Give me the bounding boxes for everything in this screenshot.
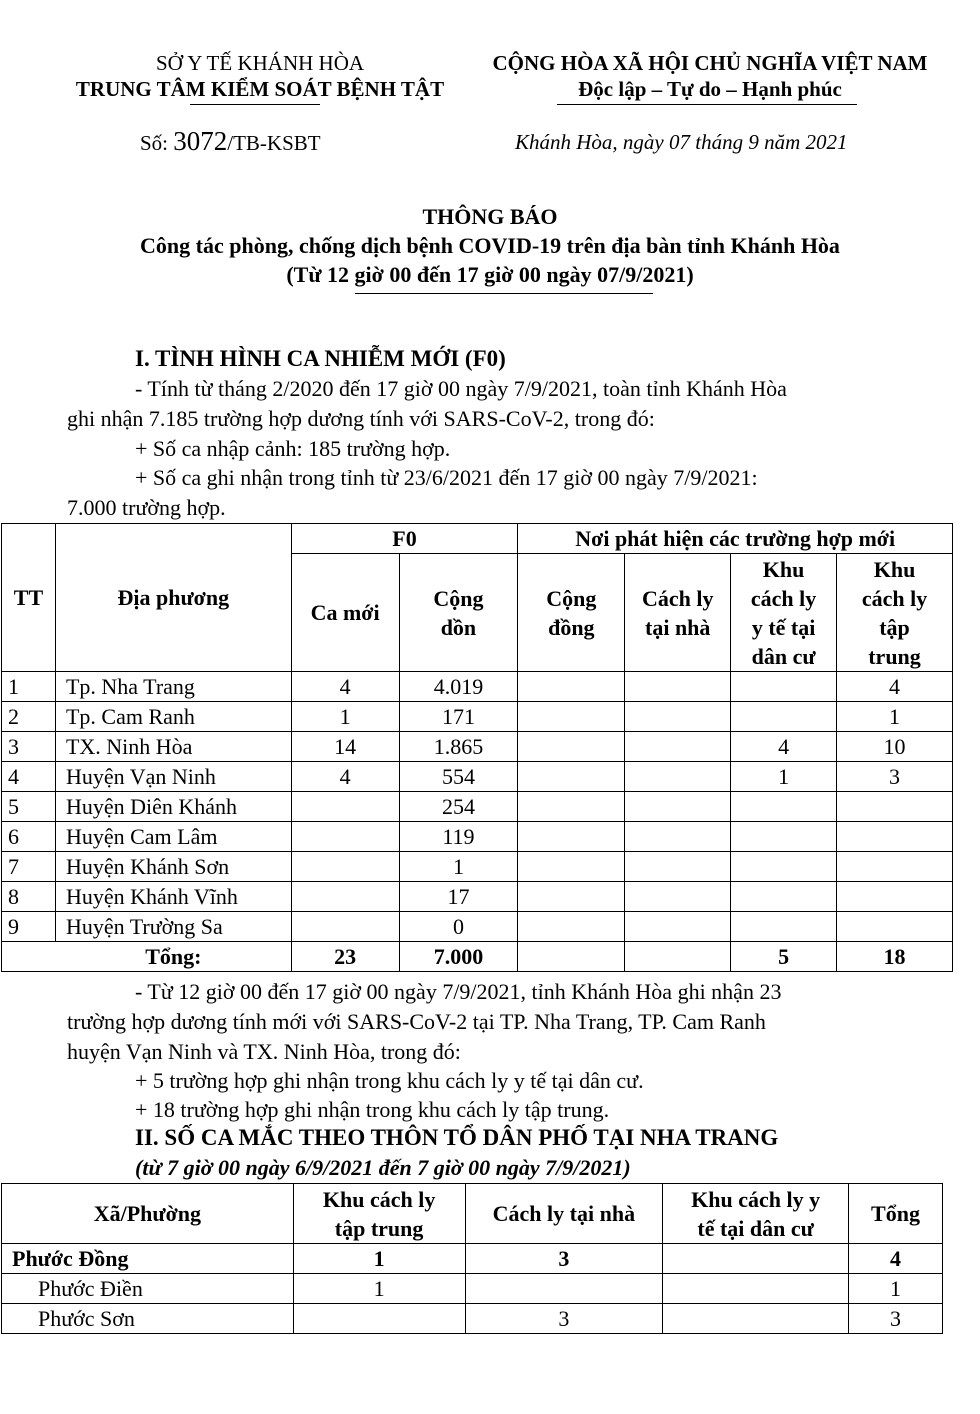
total-community [518, 942, 625, 972]
col-header-detection-place: Nơi phát hiện các trường hợp mới [518, 524, 953, 554]
document-number: Số: 3072/TB-KSBT [140, 126, 321, 156]
home-isolation-cases [625, 882, 731, 912]
residential-isolation-cases [731, 672, 837, 702]
cumulative-cases: 554 [399, 762, 518, 792]
total-concentrated: 18 [837, 942, 953, 972]
notice-title [0, 202, 980, 289]
community-cases [518, 702, 625, 732]
new-cases: 4 [291, 672, 399, 702]
total-new: 23 [291, 942, 399, 972]
table-row [2, 852, 953, 882]
cumulative-cases: 119 [399, 822, 518, 852]
agency-name: TRUNG TÂM KIỂM SOÁT BỆNH TẬT [75, 77, 445, 101]
national-motto-block [470, 50, 950, 102]
total-cases: 3 [849, 1304, 943, 1334]
col-header-concentrated: Khu cách ly tập trung [293, 1184, 465, 1244]
col-header-home-isolation: Cách ly tại nhà [625, 554, 731, 672]
section-1b-para-2: + 5 trường hợp ghi nhận trong khu cách ly y tế tại dân cư. [135, 1068, 644, 1093]
section-2-subheading: (từ 7 giờ 00 ngày 6/9/2021 đến 7 giờ 00 ngày 7/9/2021) [135, 1155, 631, 1180]
table-row [2, 882, 953, 912]
residential-isolation-cases [731, 792, 837, 822]
cumulative-cases: 17 [399, 882, 518, 912]
table-row [2, 912, 953, 942]
residential-isolation-cases: 4 [731, 732, 837, 762]
concentrated-isolation-cases [837, 822, 953, 852]
table-row [2, 672, 953, 702]
section-1-para-2: + Số ca nhập cảnh: 185 trường hợp. [135, 436, 451, 461]
new-cases [291, 882, 399, 912]
concentrated-isolation-cases: 3 [837, 762, 953, 792]
total-home [625, 942, 731, 972]
community-cases [518, 672, 625, 702]
motto: Độc lập – Tự do – Hạnh phúc [578, 77, 842, 101]
community-cases [518, 732, 625, 762]
section-1-para-1-line-2: ghi nhận 7.185 trường hợp dương tính với SARS-CoV-2, trong đó: [67, 406, 655, 431]
cumulative-cases: 1.865 [399, 732, 518, 762]
title-main: THÔNG BÁO [422, 204, 558, 229]
col-header-community: Cộng đồng [518, 554, 625, 672]
table-row [2, 702, 953, 732]
concentrated-isolation-cases: 10 [837, 732, 953, 762]
col-header-ward: Xã/Phường [2, 1184, 294, 1244]
residential-isolation-cases [731, 852, 837, 882]
col-header-home: Cách ly tại nhà [465, 1184, 663, 1244]
row-index: 5 [2, 792, 56, 822]
cumulative-cases: 1 [399, 852, 518, 882]
total-label: Tổng: [2, 942, 292, 972]
concentrated-isolation-cases [837, 852, 953, 882]
home-isolation-cases [625, 762, 731, 792]
residential-isolation-cases [731, 882, 837, 912]
new-cases [291, 792, 399, 822]
locality-name: Huyện Vạn Ninh [55, 762, 291, 792]
home-isolation-cases [625, 822, 731, 852]
section-1-para-3-line-2: 7.000 trường hợp. [67, 495, 226, 520]
row-index: 1 [2, 672, 56, 702]
home-cases: 3 [465, 1244, 663, 1274]
row-index: 2 [2, 702, 56, 732]
community-cases [518, 912, 625, 942]
row-index: 4 [2, 762, 56, 792]
row-index: 9 [2, 912, 56, 942]
residential-cases [663, 1304, 849, 1334]
concentrated-cases: 1 [293, 1244, 465, 1274]
locality-name: Huyện Trường Sa [55, 912, 291, 942]
locality-name: Tp. Nha Trang [55, 672, 291, 702]
section-1-para-3-line-1: + Số ca ghi nhận trong tỉnh từ 23/6/2021 đến 17 giờ 00 ngày 7/9/2021: [135, 465, 758, 490]
residential-cases [663, 1274, 849, 1304]
title-period: (Từ 12 giờ 00 đến 17 giờ 00 ngày 07/9/2021) [286, 262, 694, 287]
title-subject: Công tác phòng, chống dịch bệnh COVID-19 trên địa bàn tỉnh Khánh Hòa [140, 233, 840, 258]
new-cases: 14 [291, 732, 399, 762]
locality-name: Huyện Cam Lâm [55, 822, 291, 852]
col-header-f0: F0 [291, 524, 518, 554]
cumulative-cases: 171 [399, 702, 518, 732]
locality-name: Huyện Khánh Sơn [55, 852, 291, 882]
concentrated-cases: 1 [293, 1274, 465, 1304]
concentrated-isolation-cases [837, 792, 953, 822]
residential-isolation-cases [731, 912, 837, 942]
concentrated-isolation-cases: 1 [837, 702, 953, 732]
community-cases [518, 792, 625, 822]
section-1b-para-1-line-2: trường hợp dương tính mới với SARS-CoV-2 tại TP. Nha Trang, TP. Cam Ranh [67, 1009, 766, 1034]
community-cases [518, 852, 625, 882]
col-header-residential-isolation: Khu cách ly y tế tại dân cư [731, 554, 837, 672]
section-1-para-1-line-1: - Tính từ tháng 2/2020 đến 17 giờ 00 ngày 7/9/2021, toàn tỉnh Khánh Hòa [135, 376, 787, 401]
section-1b-para-1-line-3: huyện Vạn Ninh và TX. Ninh Hòa, trong đó: [67, 1039, 461, 1064]
total-cases: 1 [849, 1274, 943, 1304]
table-row [2, 792, 953, 822]
ward-name: Phước Sơn [2, 1304, 294, 1334]
col-header-locality: Địa phương [55, 524, 291, 672]
home-isolation-cases [625, 792, 731, 822]
section-1b-para-3: + 18 trường hợp ghi nhận trong khu cách ly tập trung. [135, 1097, 610, 1122]
new-cases: 4 [291, 762, 399, 792]
place-date: Khánh Hòa, ngày 07 tháng 9 năm 2021 [515, 130, 848, 154]
total-residential: 5 [731, 942, 837, 972]
home-isolation-cases [625, 702, 731, 732]
col-header-residential: Khu cách ly y tế tại dân cư [663, 1184, 849, 1244]
table-row [2, 822, 953, 852]
table-row [2, 762, 953, 792]
total-cases: 4 [849, 1244, 943, 1274]
agency-parent: SỞ Y TẾ KHÁNH HÒA [155, 51, 365, 75]
new-cases [291, 822, 399, 852]
ward-cases-table [1, 1183, 943, 1334]
row-index: 7 [2, 852, 56, 882]
col-header-new-cases: Ca mới [291, 554, 399, 672]
home-isolation-cases [625, 852, 731, 882]
table-row [2, 1304, 943, 1334]
ward-name: Phước Điền [2, 1274, 294, 1304]
home-isolation-cases [625, 732, 731, 762]
new-cases [291, 852, 399, 882]
concentrated-cases [293, 1304, 465, 1334]
agency-underline [190, 104, 320, 105]
locality-name: Tp. Cam Ranh [55, 702, 291, 732]
locality-name: Huyện Khánh Vĩnh [55, 882, 291, 912]
row-index: 3 [2, 732, 56, 762]
col-header-cumulative: Cộng dồn [399, 554, 518, 672]
row-index: 6 [2, 822, 56, 852]
col-header-tt: TT [2, 524, 56, 672]
country-name: CỘNG HÒA XÃ HỘI CHỦ NGHĨA VIỆT NAM [492, 51, 928, 75]
community-cases [518, 882, 625, 912]
cumulative-cases: 254 [399, 792, 518, 822]
concentrated-isolation-cases [837, 882, 953, 912]
residential-isolation-cases [731, 702, 837, 732]
cumulative-cases: 0 [399, 912, 518, 942]
table-total-row [2, 942, 953, 972]
title-underline [355, 293, 653, 294]
home-isolation-cases [625, 912, 731, 942]
table-row [2, 1274, 943, 1304]
locality-name: Huyện Diên Khánh [55, 792, 291, 822]
table-row [2, 1244, 943, 1274]
col-header-total: Tổng [849, 1184, 943, 1244]
table-row [2, 732, 953, 762]
total-cumulative: 7.000 [399, 942, 518, 972]
home-cases: 3 [465, 1304, 663, 1334]
agency-block [60, 50, 460, 102]
section-2-heading: II. SỐ CA MẮC THEO THÔN TỔ DÂN PHỐ TẠI NHA TRANG [135, 1125, 779, 1150]
concentrated-isolation-cases [837, 912, 953, 942]
cumulative-cases: 4.019 [399, 672, 518, 702]
concentrated-isolation-cases: 4 [837, 672, 953, 702]
motto-underline [557, 104, 857, 105]
new-cases: 1 [291, 702, 399, 732]
new-cases [291, 912, 399, 942]
col-header-concentrated-isolation: Khu cách ly tập trung [837, 554, 953, 672]
document-number-value: 3072 [173, 126, 228, 156]
f0-locality-table [1, 523, 953, 972]
section-1-heading: I. TÌNH HÌNH CA NHIỄM MỚI (F0) [135, 346, 506, 371]
residential-cases [663, 1244, 849, 1274]
home-isolation-cases [625, 672, 731, 702]
home-cases [465, 1274, 663, 1304]
section-1b-para-1-line-1: - Từ 12 giờ 00 đến 17 giờ 00 ngày 7/9/2021, tỉnh Khánh Hòa ghi nhận 23 [135, 979, 782, 1004]
community-cases [518, 822, 625, 852]
ward-name: Phước Đồng [2, 1244, 294, 1274]
residential-isolation-cases: 1 [731, 762, 837, 792]
row-index: 8 [2, 882, 56, 912]
locality-name: TX. Ninh Hòa [55, 732, 291, 762]
community-cases [518, 762, 625, 792]
residential-isolation-cases [731, 822, 837, 852]
